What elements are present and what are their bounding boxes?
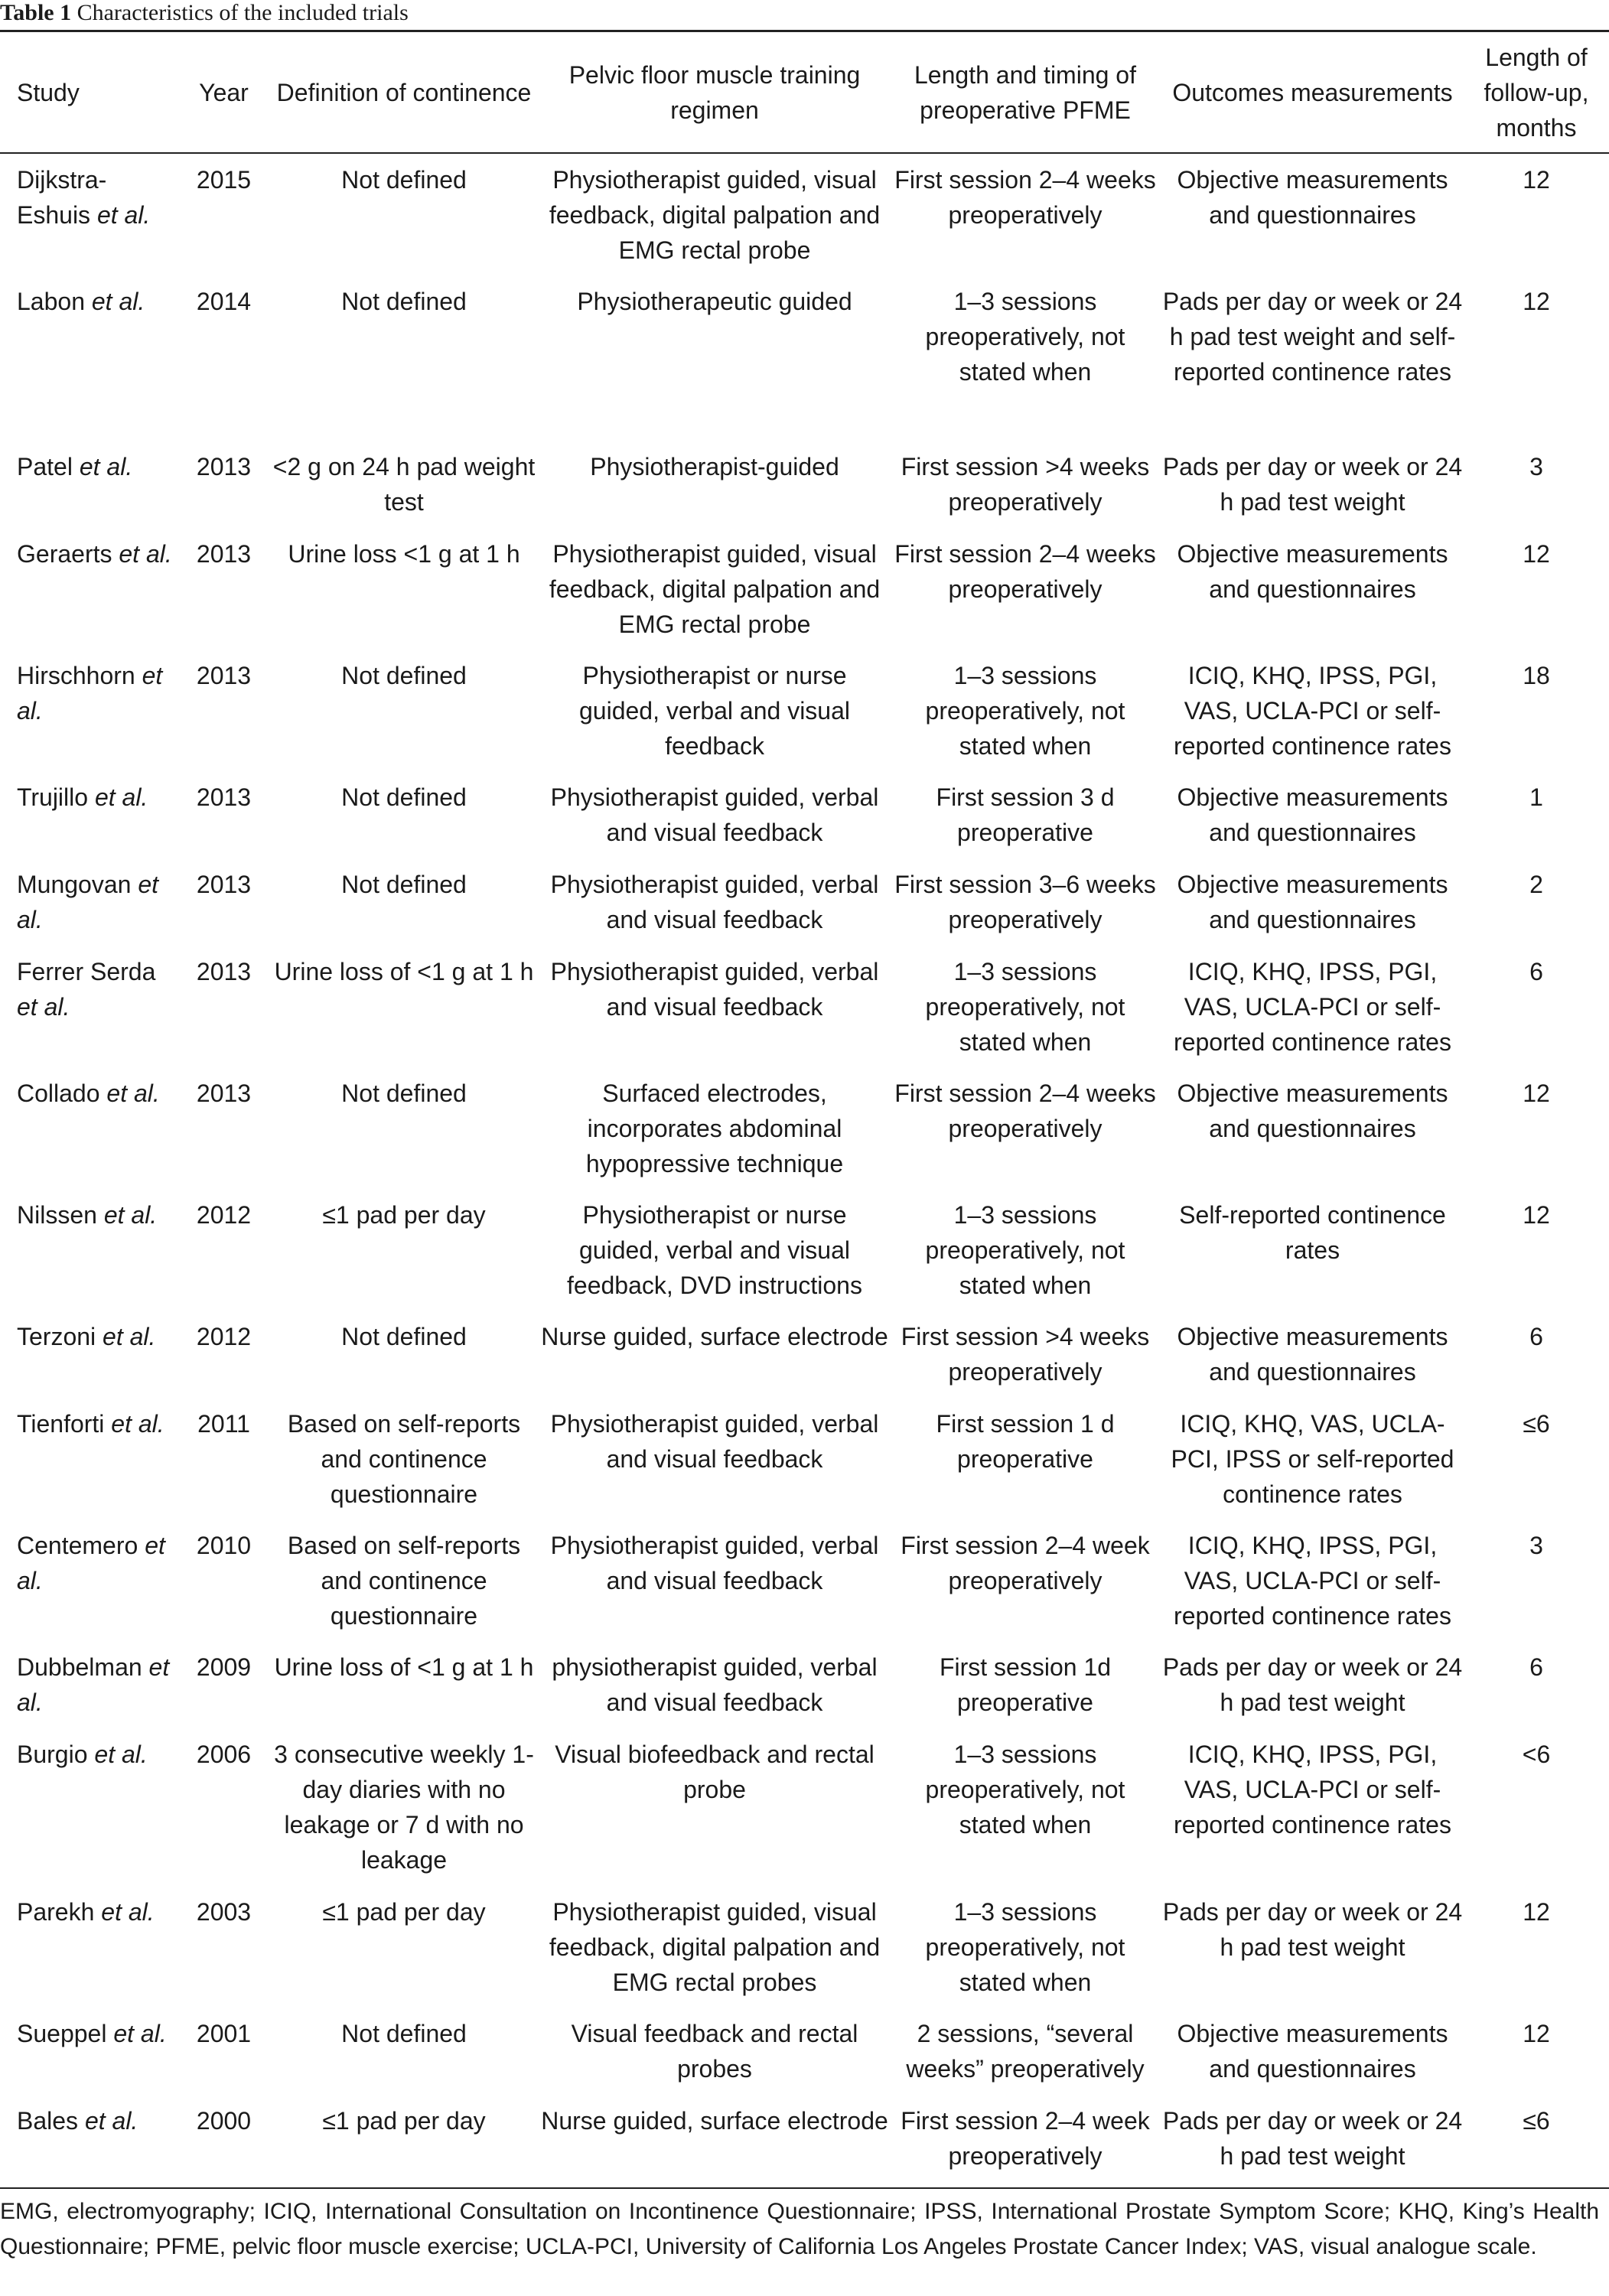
study-author: Nilssen: [17, 1201, 97, 1229]
cell-timing: First session 2–4 week preoperatively: [901, 2107, 1150, 2170]
cell-year: 2010: [196, 1532, 252, 1559]
cell-definition: Urine loss <1 g at 1 h: [288, 540, 520, 568]
cell-definition: ≤1 pad per day: [322, 2107, 486, 2135]
study-author: Patel: [17, 453, 73, 480]
cell-study: [0, 2093, 180, 2180]
cell-regimen: Nurse guided, surface electrode: [541, 1323, 888, 1350]
cell-definition: Urine loss of <1 g at 1 h: [274, 958, 534, 985]
study-author: Geraerts: [17, 540, 112, 568]
cell-year: 2006: [196, 1741, 252, 1768]
cell-study: [0, 1066, 180, 1187]
cell-followup: <6: [1522, 1741, 1551, 1768]
cell-study: [0, 152, 180, 274]
cell-outcomes: ICIQ, KHQ, IPSS, PGI, VAS, UCLA-PCI or self-reported continence rates: [1174, 1532, 1451, 1630]
cell-study: [0, 1640, 180, 1727]
header-study: Study: [17, 78, 80, 106]
cell-followup: 12: [1523, 288, 1550, 315]
study-et-al: et al.: [17, 1532, 165, 1594]
table-header: [0, 32, 1609, 152]
table-bottom-rule: [0, 2187, 1609, 2189]
study-et-al: et al.: [111, 1410, 164, 1438]
cell-study: [0, 2006, 180, 2093]
cell-regimen: Physiotherapist or nurse guided, verbal and visual feedback: [578, 662, 850, 760]
cell-timing: First session 2–4 weeks preoperatively: [894, 166, 1156, 229]
cell-regimen: Physiotherapist guided, verbal and visual feedback: [550, 958, 879, 1021]
study-et-al: et al.: [17, 993, 70, 1021]
cell-timing: 1–3 sessions preoperatively, not stated when: [925, 1201, 1125, 1299]
cell-study: [0, 648, 180, 770]
cell-outcomes: Objective measurements and questionnaires: [1177, 166, 1448, 229]
cell-outcomes: ICIQ, KHQ, IPSS, PGI, VAS, UCLA-PCI or self-reported continence rates: [1174, 662, 1451, 760]
cell-year: 2009: [196, 1653, 252, 1681]
cell-timing: First session 2–4 week preoperatively: [901, 1532, 1150, 1594]
cell-outcomes: Pads per day or week or 24 h pad test weight: [1162, 453, 1463, 516]
cell-followup: ≤6: [1523, 2107, 1550, 2135]
cell-timing: First session 2–4 weeks preoperatively: [894, 1080, 1156, 1142]
cell-definition: Not defined: [341, 2020, 467, 2047]
table-body: [0, 152, 1609, 2180]
cell-regimen: Physiotherapist guided, verbal and visual feedback: [550, 783, 879, 846]
cell-study: [0, 1518, 180, 1640]
cell-year: 2000: [196, 2107, 252, 2135]
study-et-al: et al.: [17, 662, 163, 725]
cell-followup: 3: [1529, 1532, 1543, 1559]
cell-timing: First session 3 d preoperative: [936, 783, 1115, 846]
study-author: Terzoni: [17, 1323, 96, 1350]
cell-definition: Urine loss of <1 g at 1 h: [274, 1653, 534, 1681]
cell-definition: Not defined: [341, 288, 467, 315]
header-outcomes: Outcomes measurements: [1172, 78, 1453, 106]
table-caption-text: Characteristics of the included trials: [71, 0, 409, 25]
cell-outcomes: Self-reported continence rates: [1179, 1201, 1446, 1264]
study-author: Parekh: [17, 1898, 95, 1926]
cell-definition: ≤1 pad per day: [322, 1201, 486, 1229]
cell-followup: 12: [1523, 166, 1550, 194]
study-author: Labon: [17, 288, 85, 315]
cell-timing: First session 1 d preoperative: [936, 1410, 1115, 1473]
cell-regimen: Physiotherapist guided, visual feedback, digital palpation and EMG rectal probe: [549, 540, 881, 638]
table-caption-label: Table 1: [0, 0, 72, 25]
cell-followup: 12: [1523, 1080, 1550, 1107]
cell-outcomes: ICIQ, KHQ, IPSS, PGI, VAS, UCLA-PCI or self-reported continence rates: [1174, 1741, 1451, 1838]
cell-study: [0, 1396, 180, 1518]
table-row: [0, 1309, 1609, 1396]
cell-regimen: Nurse guided, surface electrode: [541, 2107, 888, 2135]
cell-timing: First session >4 weeks preoperatively: [901, 453, 1150, 516]
cell-study: [0, 770, 180, 857]
cell-year: 2015: [196, 166, 252, 194]
cell-definition: Based on self-reports and continence questionnaire: [287, 1410, 521, 1508]
cell-regimen: Visual feedback and rectal probes: [571, 2020, 858, 2083]
header-definition: Definition of continence: [276, 78, 532, 106]
cell-outcomes: ICIQ, KHQ, VAS, UCLA-PCI, IPSS or self-reported continence rates: [1171, 1410, 1454, 1508]
cell-followup: 1: [1529, 783, 1543, 811]
study-et-al: et al.: [79, 453, 133, 480]
study-author: Dijkstra-Eshuis: [17, 166, 107, 229]
table-row: [0, 439, 1609, 526]
cell-definition: Not defined: [341, 871, 467, 898]
cell-year: 2013: [196, 783, 252, 811]
table-row: [0, 2006, 1609, 2093]
table-row: [0, 274, 1609, 439]
cell-year: 2014: [196, 288, 252, 315]
table-row: [0, 1640, 1609, 1727]
cell-definition: 3 consecutive weekly 1-day diaries with no leakage or 7 d with no leakage: [274, 1741, 534, 1874]
header-regimen: Pelvic floor muscle training regimen: [568, 60, 861, 124]
study-et-al: et al.: [103, 1323, 156, 1350]
table-row: [0, 857, 1609, 944]
study-author: Dubbelman: [17, 1653, 142, 1681]
table-header-row: [0, 32, 1609, 152]
cell-followup: 6: [1529, 1653, 1543, 1681]
cell-definition: <2 g on 24 h pad weight test: [272, 453, 536, 516]
cell-regimen: Physiotherapist guided, verbal and visual feedback: [550, 1532, 879, 1594]
cell-year: 2013: [196, 662, 252, 689]
cell-timing: First session 1d preoperative: [939, 1653, 1112, 1716]
table-row: [0, 648, 1609, 770]
trials-table: [0, 32, 1609, 2180]
cell-outcomes: Pads per day or week or 24 h pad test weight: [1162, 2107, 1463, 2170]
cell-year: 2012: [196, 1323, 252, 1350]
study-et-al: et al.: [17, 871, 159, 933]
cell-definition: Not defined: [341, 1080, 467, 1107]
study-et-al: et al.: [101, 1898, 155, 1926]
cell-definition: Not defined: [341, 1323, 467, 1350]
cell-study: [0, 1309, 180, 1396]
cell-followup: 18: [1523, 662, 1550, 689]
cell-definition: Not defined: [341, 166, 467, 194]
cell-study: [0, 526, 180, 648]
cell-year: 2012: [196, 1201, 252, 1229]
study-author: Tienforti: [17, 1410, 105, 1438]
cell-followup: 6: [1529, 958, 1543, 985]
cell-year: 2013: [196, 453, 252, 480]
cell-regimen: Physiotherapist-guided: [590, 453, 839, 480]
cell-followup: 12: [1523, 1201, 1550, 1229]
cell-outcomes: ICIQ, KHQ, IPSS, PGI, VAS, UCLA-PCI or self-reported continence rates: [1174, 958, 1451, 1056]
study-author: Hirschhorn: [17, 662, 135, 689]
cell-regimen: Visual biofeedback and rectal probe: [555, 1741, 875, 1803]
cell-outcomes: Objective measurements and questionnaires: [1177, 540, 1448, 603]
table-row: [0, 1727, 1609, 1884]
cell-followup: ≤6: [1523, 1410, 1550, 1438]
cell-regimen: Physiotherapeutic guided: [577, 288, 852, 315]
study-et-al: et al.: [119, 540, 172, 568]
cell-study: [0, 439, 180, 526]
table-row: [0, 152, 1609, 274]
study-et-al: et al.: [91, 288, 145, 315]
cell-timing: 1–3 sessions preoperatively, not stated when: [925, 958, 1125, 1056]
cell-followup: 12: [1523, 1898, 1550, 1926]
cell-study: [0, 857, 180, 944]
table-footnote: EMG, electromyography; ICIQ, International Consultation on Incontinence Questionnaire; IPSS, International Prostate Symptom Score; KHQ, King’s Health Questionnaire; PFME, pelvic floor muscle exercise; UCLA-PCI, University of California Los Angeles Prostate Cancer Index; VAS, visual analogue scale.: [0, 2199, 1599, 2259]
cell-outcomes: Objective measurements and questionnaires: [1177, 2020, 1448, 2083]
cell-followup: 6: [1529, 1323, 1543, 1350]
table-row: [0, 944, 1609, 1066]
table-row: [0, 1396, 1609, 1518]
cell-outcomes: Objective measurements and questionnaires: [1177, 1080, 1448, 1142]
study-et-al: et al.: [94, 783, 148, 811]
cell-regimen: Physiotherapist guided, visual feedback, digital palpation and EMG rectal probes: [549, 1898, 881, 1996]
study-et-al: et al.: [17, 1653, 170, 1716]
cell-followup: 3: [1529, 453, 1543, 480]
cell-study: [0, 274, 180, 439]
study-et-al: et al.: [103, 1201, 158, 1229]
cell-regimen: Surfaced electrodes, incorporates abdominal hypopressive technique: [585, 1080, 844, 1177]
table-row: [0, 526, 1609, 648]
table-row: [0, 1066, 1609, 1187]
cell-year: 2013: [196, 958, 252, 985]
cell-timing: 1–3 sessions preoperatively, not stated when: [925, 1741, 1125, 1838]
study-et-al: et al.: [84, 2107, 138, 2135]
cell-followup: 2: [1529, 871, 1543, 898]
cell-regimen: Physiotherapist guided, verbal and visual feedback: [550, 871, 879, 933]
cell-timing: First session 2–4 weeks preoperatively: [894, 540, 1156, 603]
study-author: Mungovan: [17, 871, 132, 898]
cell-regimen: Physiotherapist guided, visual feedback, digital palpation and EMG rectal probe: [549, 166, 881, 264]
cell-outcomes: Objective measurements and questionnaires: [1177, 1323, 1448, 1386]
cell-followup: 12: [1523, 540, 1550, 568]
study-author: Ferrer Serda: [17, 958, 156, 985]
cell-study: [0, 1884, 180, 2006]
cell-timing: 2 sessions, “several weeks” preoperatively: [906, 2020, 1145, 2083]
study-author: Burgio: [17, 1741, 88, 1768]
cell-year: 2013: [196, 1080, 252, 1107]
table-caption: [0, 0, 409, 26]
header-year: Year: [199, 78, 249, 106]
cell-year: 2013: [196, 871, 252, 898]
study-author: Centemero: [17, 1532, 138, 1559]
table-row: [0, 1187, 1609, 1309]
cell-timing: First session 3–6 weeks preoperatively: [894, 871, 1156, 933]
cell-outcomes: Pads per day or week or 24 h pad test weight and self-reported continence rates: [1162, 288, 1463, 386]
cell-definition: ≤1 pad per day: [322, 1898, 486, 1926]
cell-study: [0, 1187, 180, 1309]
cell-year: 2001: [196, 2020, 252, 2047]
cell-definition: Not defined: [341, 662, 467, 689]
cell-outcomes: Objective measurements and questionnaires: [1177, 871, 1448, 933]
study-et-al: et al.: [96, 201, 151, 229]
table-row: [0, 770, 1609, 857]
study-author: Sueppel: [17, 2020, 107, 2047]
header-timing: Length and timing of preoperative PFME: [914, 60, 1136, 124]
cell-year: 2011: [197, 1410, 250, 1438]
cell-followup: 12: [1523, 2020, 1550, 2047]
study-et-al: et al.: [106, 1080, 160, 1107]
cell-outcomes: Pads per day or week or 24 h pad test weight: [1162, 1653, 1463, 1716]
cell-year: 2013: [196, 540, 252, 568]
cell-timing: 1–3 sessions preoperatively, not stated when: [925, 1898, 1125, 1996]
cell-definition: Based on self-reports and continence questionnaire: [287, 1532, 521, 1630]
study-author: Bales: [17, 2107, 79, 2135]
cell-study: [0, 944, 180, 1066]
cell-regimen: physiotherapist guided, verbal and visual feedback: [552, 1653, 878, 1716]
study-et-al: et al.: [94, 1741, 148, 1768]
cell-regimen: Physiotherapist guided, verbal and visual feedback: [550, 1410, 879, 1473]
table-row: [0, 2093, 1609, 2180]
cell-regimen: Physiotherapist or nurse guided, verbal and visual feedback, DVD instructions: [567, 1201, 862, 1299]
study-author: Collado: [17, 1080, 100, 1107]
study-et-al: et al.: [113, 2020, 167, 2047]
header-followup: Length of follow-up, months: [1484, 43, 1589, 142]
cell-timing: 1–3 sessions preoperatively, not stated when: [925, 288, 1125, 386]
cell-outcomes: Objective measurements and questionnaires: [1177, 783, 1448, 846]
cell-year: 2003: [196, 1898, 252, 1926]
table-row: [0, 1518, 1609, 1640]
study-author: Trujillo: [17, 783, 89, 811]
cell-timing: First session >4 weeks preoperatively: [901, 1323, 1150, 1386]
cell-outcomes: Pads per day or week or 24 h pad test weight: [1162, 1898, 1463, 1961]
cell-definition: Not defined: [341, 783, 467, 811]
cell-study: [0, 1727, 180, 1884]
table-row: [0, 1884, 1609, 2006]
cell-timing: 1–3 sessions preoperatively, not stated when: [925, 662, 1125, 760]
